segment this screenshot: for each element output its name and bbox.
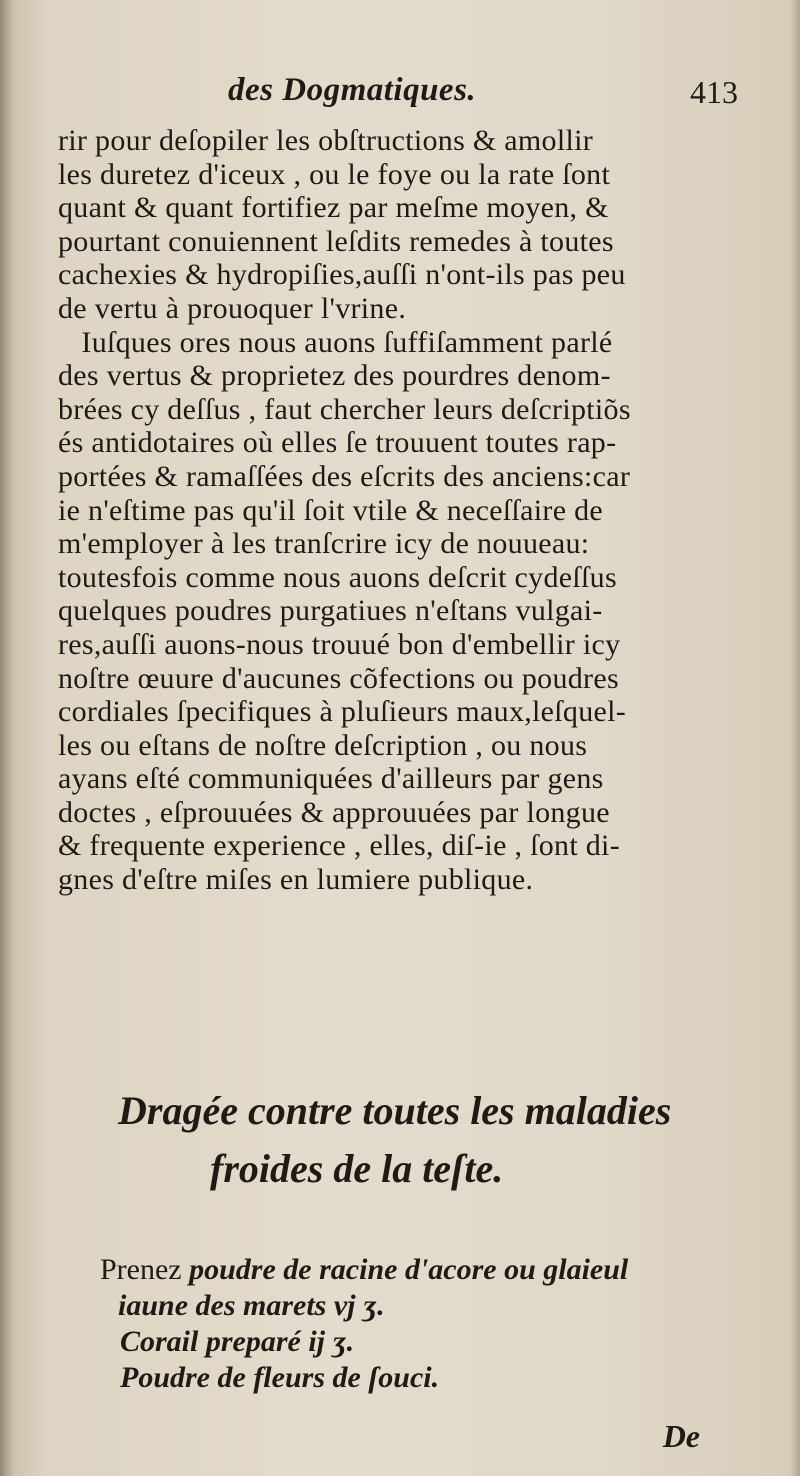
text-line: pourtant conuiennent leſdits remedes à toutes [58, 224, 614, 258]
page-edge-shadow [790, 0, 800, 1476]
text-line: quelques poudres purgatiues n'eſtans vulgai- [58, 594, 603, 628]
section-title [60, 1082, 740, 1198]
recipe-line-1 [100, 1252, 740, 1288]
text-line: cachexies & hydropiſies,auſſi n'ont-ils pas peu [58, 258, 626, 292]
text-line: noſtre œuure d'aucunes cõfections ou poudres [58, 661, 619, 695]
text-line: les duretez d'iceux , ou le foye ou la rate ſont [58, 157, 611, 191]
catchword: De [662, 1418, 700, 1454]
text-line: Iuſques ores nous auons ſuffiſamment parlé [58, 325, 613, 359]
text-line: cordiales ſpecifiques à pluſieurs maux,leſquel- [58, 695, 627, 729]
text-line: és antidotaires où elles ſe trouuent toutes rap- [58, 426, 617, 460]
page-number: 413 [690, 74, 738, 110]
text-line: portées & ramaſſées des eſcrits des anciens:car [58, 459, 631, 493]
text-line: ie n'eſtime pas qu'il ſoit vtile & neceſſaire de [58, 493, 604, 527]
text-line: m'employer à les tranſcrire icy de nouueau: [58, 527, 590, 561]
recipe-line-3: Corail preparé ij ʒ. [120, 1325, 355, 1358]
recipe-lead-word: Prenez [100, 1253, 182, 1286]
text-line: les ou eſtans de noſtre deſcription , ou nous [58, 728, 588, 762]
text-line: de vertu à prouoquer l'vrine. [58, 291, 407, 325]
text-line: rir pour deſopiler les obſtructions & amollir [58, 124, 594, 157]
text-line: doctes , eſprouuées & approuuées par longue [58, 795, 610, 829]
section-title-line-2: froides de la teſte. [210, 1146, 504, 1191]
text-line: quant & quant fortifiez par meſme moyen, & [58, 191, 609, 225]
recipe [100, 1252, 740, 1396]
text-line: & frequente experience , elles, diſ-ie , ſont di- [58, 829, 620, 863]
text-line: toutesfois comme nous auons deſcrit cydeſſus [58, 560, 617, 594]
text-line: brées cy deſſus , faut chercher leurs deſcriptiõs [58, 392, 631, 426]
page-gutter-shadow [0, 0, 14, 1476]
page-header [60, 72, 740, 122]
section-title-line-1: Dragée contre toutes les maladies [118, 1088, 672, 1133]
body-text [58, 124, 744, 897]
recipe-line-2: iaune des marets vj ʒ. [118, 1289, 385, 1322]
recipe-line-4: Poudre de fleurs de ſouci. [120, 1361, 440, 1394]
running-head: des Dogmatiques. [228, 72, 477, 108]
recipe-ingredient: poudre de racine d'acore ou glaieul [189, 1253, 629, 1286]
text-line: ayans eſté communiquées d'ailleurs par gens [58, 762, 604, 796]
text-line: res,auſſi auons-nous trouué bon d'embellir icy [58, 627, 621, 661]
text-line: gnes d'eſtre miſes en lumiere publique. [58, 863, 534, 897]
text-line: des vertus & proprietez des pourdres denom- [58, 359, 611, 393]
